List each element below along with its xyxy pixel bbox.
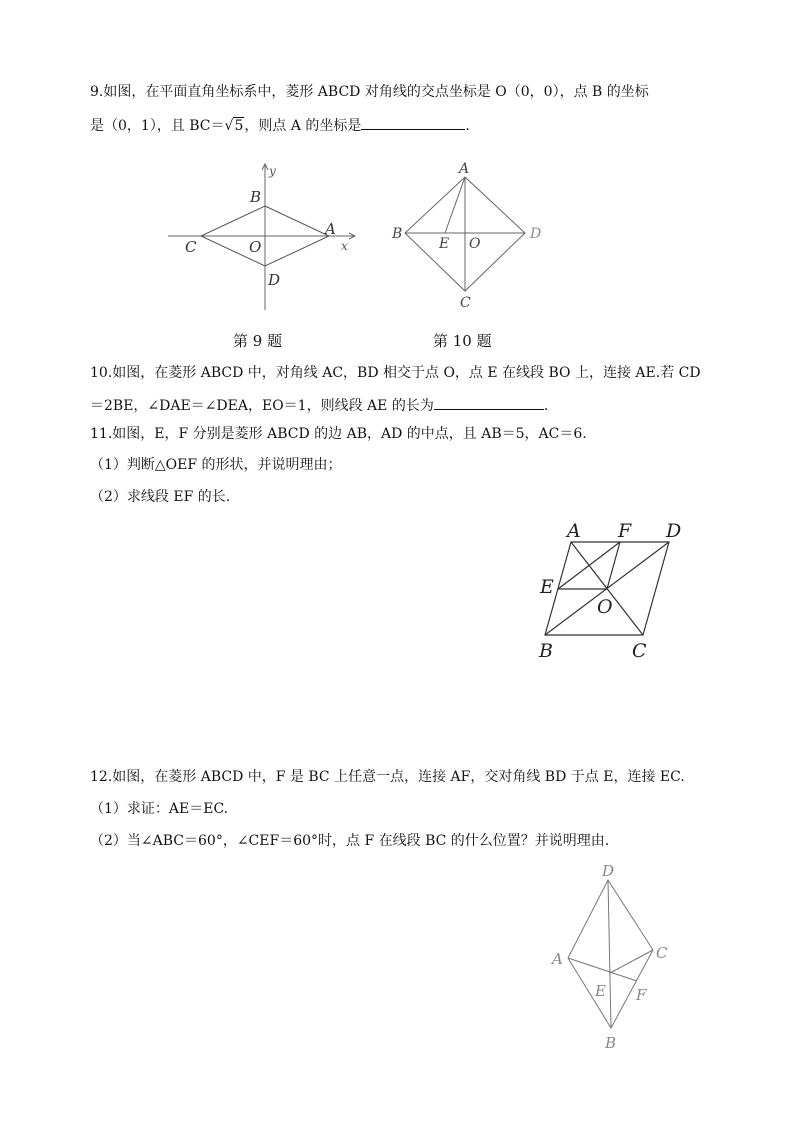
segment-fo (607, 542, 620, 589)
label-D: D (602, 862, 615, 880)
segment-ef (558, 542, 620, 589)
label-F: F (636, 986, 647, 1004)
q11-part2: （2）求线段 EF 的长. (90, 489, 231, 505)
caption-fig10: 第 10 题 (433, 332, 492, 350)
label-E: E (439, 236, 450, 252)
q10-answer-blank (434, 393, 544, 410)
label-F: F (618, 520, 632, 542)
figure-12 (545, 860, 685, 1050)
figure-10 (385, 157, 555, 317)
label-O: O (469, 236, 481, 252)
label-C: C (632, 640, 647, 662)
diagonal-bd (608, 880, 611, 1028)
caption-fig9: 第 9 题 (233, 332, 283, 350)
label-x: x (341, 239, 348, 253)
label-C: C (460, 295, 471, 311)
label-B: B (539, 640, 553, 662)
figure-9 (165, 160, 365, 320)
q9-line2-end: . (465, 118, 470, 134)
q9-answer-blank (361, 113, 465, 130)
label-D: D (268, 271, 281, 289)
q10-line2 (90, 393, 548, 416)
q12-line1: 12.如图，在菱形 ABCD 中，F 是 BC 上任意一点，连接 AF，交对角线 BD 于点 E，连接 EC. (90, 769, 685, 785)
sqrt-symbol: √ (224, 118, 234, 134)
label-B: B (605, 1034, 617, 1052)
label-A: A (325, 220, 336, 238)
q9-line2-text-a: 是（0，1），且 BC＝ (90, 118, 225, 134)
label-C: C (185, 238, 197, 256)
q10-line2-text: ＝2BE，∠DAE＝∠DEA，EO＝1，则线段 AE 的长为 (90, 398, 434, 414)
label-O: O (597, 596, 613, 618)
label-B: B (392, 226, 403, 242)
q11-line1: 11.如图，E，F 分别是菱形 ABCD 的边 AB，AD 的中点，且 AB＝5，AC＝6. (90, 426, 587, 442)
label-D: D (530, 226, 542, 242)
segment-ae (445, 177, 465, 233)
figure-11 (535, 515, 710, 665)
q10-line2-end: . (543, 398, 549, 414)
label-B: B (250, 188, 262, 206)
label-y: y (269, 164, 276, 178)
q9-line2-text-b: ，则点 A 的坐标是 (244, 118, 362, 134)
label-D: D (666, 520, 682, 542)
q9-line1: 9.如图，在平面直角坐标系中，菱形 ABCD 对角线的交点坐标是 O（0，0），点 B 的坐标 (90, 84, 649, 100)
label-A: A (552, 950, 563, 968)
label-C: C (656, 944, 668, 962)
q12-part2: （2）当∠ABC＝60°，∠CEF＝60°时，点 F 在线段 BC 的什么位置？并说明理由. (90, 833, 610, 849)
q9-line2 (90, 113, 470, 136)
sqrt-radicand: 5 (234, 118, 244, 134)
sqrt-5 (225, 116, 245, 136)
segment-af (568, 958, 637, 981)
label-A: A (459, 161, 470, 177)
q11-part1: （1）判断△OEF 的形状，并说明理由； (90, 457, 342, 473)
label-E: E (595, 982, 606, 1000)
label-E: E (540, 576, 554, 598)
q10-line1: 10.如图，在菱形 ABCD 中，对角线 AC，BD 相交于点 O，点 E 在线段 BO 上，连接 AE.若 CD (90, 365, 701, 381)
label-O: O (249, 238, 262, 256)
label-A: A (567, 520, 581, 542)
q12-part1: （1）求证：AE＝EC. (90, 801, 229, 817)
